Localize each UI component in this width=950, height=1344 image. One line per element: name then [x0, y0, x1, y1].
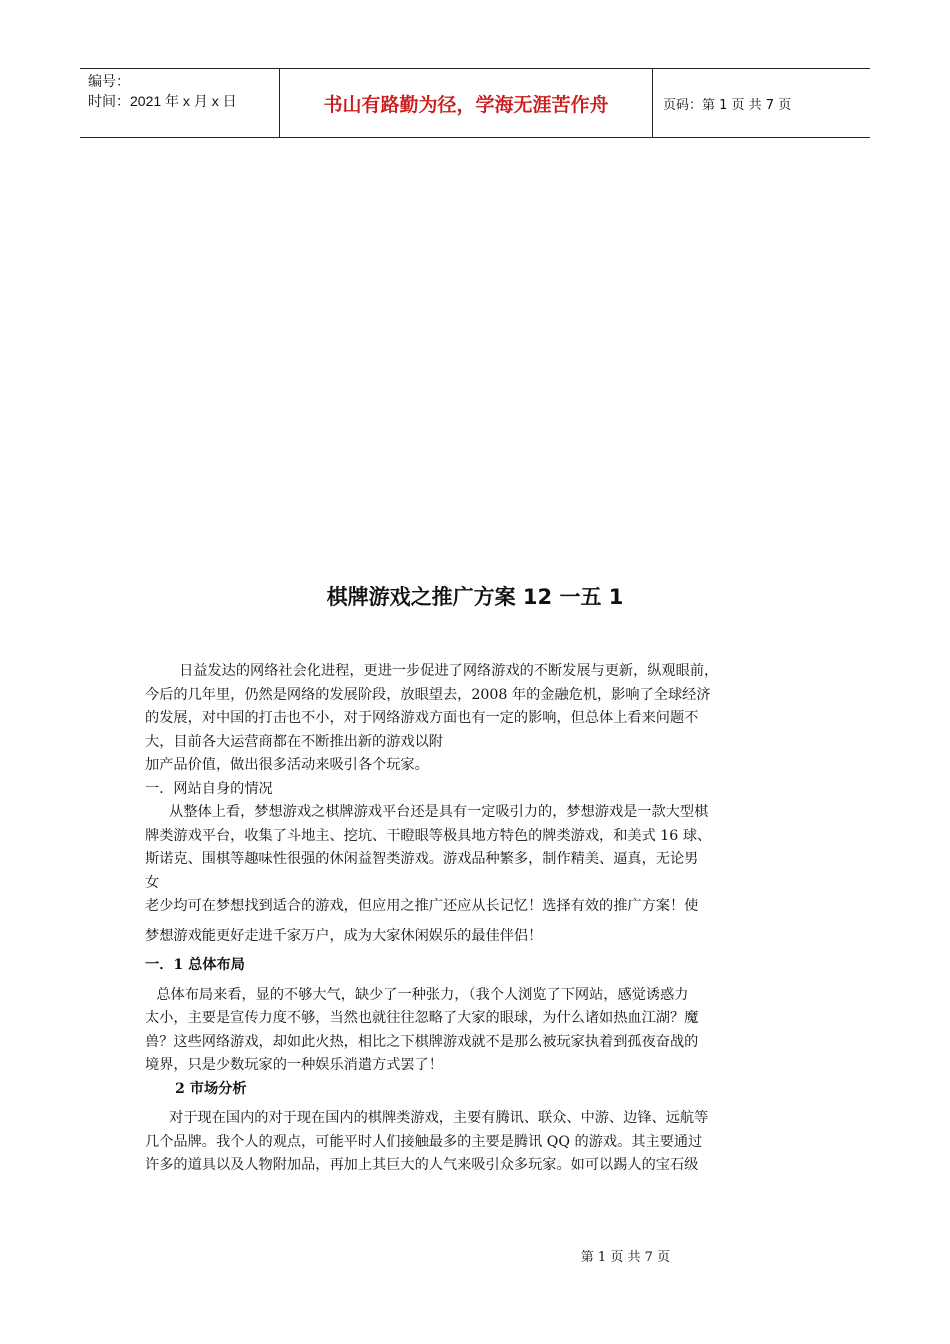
- paragraph-line: 女: [145, 874, 160, 891]
- header-page-number: 页码：第 1 页 共 7 页: [663, 97, 792, 113]
- subsection-heading: 一．1 总体布局: [145, 957, 245, 973]
- header-motto: 书山有路勤为径，学海无涯苦作舟: [280, 69, 653, 137]
- document-title: 棋牌游戏之推广方案 12 一五 1: [326, 585, 624, 609]
- paragraph-line: 对于现在国内的对于现在国内的棋牌类游戏，主要有腾讯、联众、中游、边锋、远航等: [169, 1110, 709, 1126]
- paragraph-line: 的发展，对中国的打击也不小，对于网络游戏方面也有一定的影响，但总体上看来问题不: [145, 710, 699, 726]
- paragraph-line: 兽？这些网络游戏，却如此火热，相比之下棋牌游戏就不是那么被玩家执着到孤夜奋战的: [145, 1033, 699, 1050]
- header-meta: [80, 69, 280, 137]
- document-body: [145, 660, 810, 1178]
- subsection-heading: 2 市场分析: [175, 1080, 247, 1097]
- paragraph-line: 加产品价值，做出很多活动来吸引各个玩家。: [145, 757, 429, 773]
- page-header: [80, 68, 870, 138]
- paragraph-line: 大，目前各大运营商都在不断推出新的游戏以附: [145, 733, 443, 750]
- document-number-label: 编号：: [88, 73, 130, 89]
- paragraph-line: 日益发达的网络社会化进程，更进一步促进了网络游戏的不断发展与更新，纵观眼前，: [179, 663, 719, 679]
- paragraph-line: 境界，只是少数玩家的一种娱乐消遣方式罢了！: [145, 1057, 443, 1073]
- paragraph-line: 总体布局来看，显的不够大气，缺少了一种张力，（我个人浏览了下网站，感觉诱惑力: [156, 986, 689, 1003]
- paragraph-line: 许多的道具以及人物附加品，再加上其巨大的人气来吸引众多玩家。如可以踢人的宝石级: [145, 1157, 699, 1173]
- page-footer: 第 1 页 共 7 页: [580, 1250, 670, 1265]
- paragraph-line: 太小，主要是宣传力度不够，当然也就往往忽略了大家的眼球，为什么诸如热血江湖？魔: [145, 1010, 699, 1026]
- paragraph-line: 老少均可在梦想找到适合的游戏，但应用之推广还应从长记忆！选择有效的推广方案！使: [145, 898, 699, 914]
- document-time-label: 时间：2021 年 x 月 x 日: [88, 93, 237, 109]
- paragraph-line: 从整体上看，梦想游戏之棋牌游戏平台还是具有一定吸引力的，梦想游戏是一款大型棋: [169, 804, 709, 820]
- paragraph-line: 几个品牌。我个人的观点，可能平时人们接触最多的主要是腾讯 QQ 的游戏。其主要通过: [145, 1133, 703, 1150]
- paragraph-line: 梦想游戏能更好走进千家万户，成为大家休闲娱乐的最佳伴侣！: [145, 927, 543, 944]
- paragraph-line: 今后的几年里，仍然是网络的发展阶段，放眼望去，2008 年的金融危机，影响了全球经济: [145, 686, 711, 703]
- paragraph-line: 斯诺克、围棋等趣味性很强的休闲益智类游戏。游戏品种繁多，制作精美、逼真，无论男: [145, 851, 699, 867]
- section-heading: 一．网站自身的情况: [145, 780, 273, 797]
- paragraph-line: 牌类游戏平台，收集了斗地主、挖坑、干瞪眼等极具地方特色的牌类游戏，和美式 16 球、: [145, 827, 712, 844]
